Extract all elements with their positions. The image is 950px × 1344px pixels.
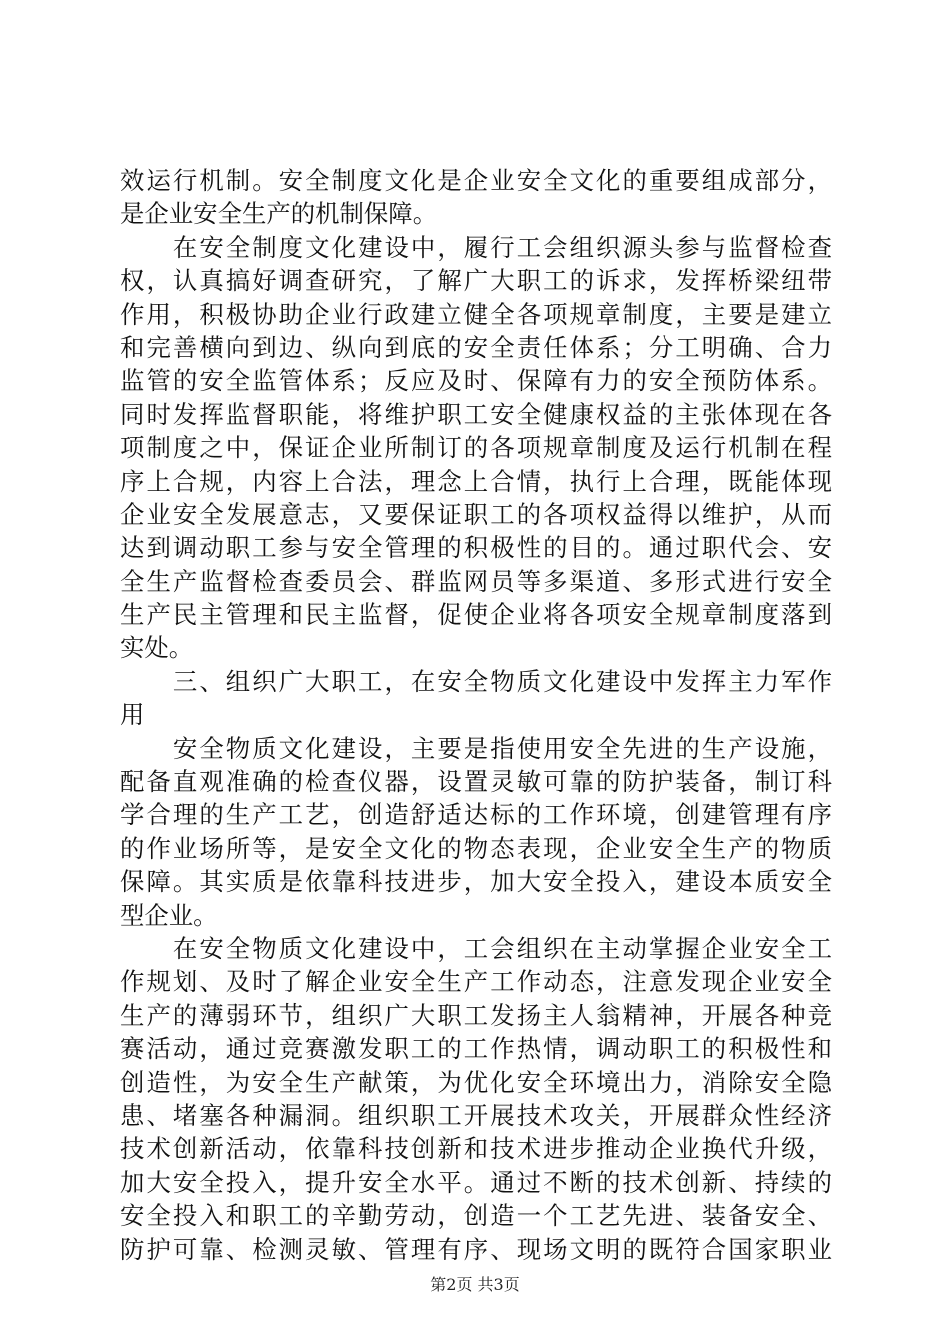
text-line: 赛活动，通过竞赛激发职工的工作热情，调动职工的积极性和 <box>120 1034 832 1064</box>
text-line: 学合理的生产工艺，创造舒适达标的工作环境，创建管理有序 <box>120 800 832 830</box>
text-line: 防护可靠、检测灵敏、管理有序、现场文明的既符合国家职业 <box>120 1234 832 1264</box>
text-line: 创造性，为安全生产献策，为优化安全环境出力，消除安全隐 <box>120 1067 832 1097</box>
text-line: 企业安全发展意志，又要保证职工的各项权益得以维护，从而 <box>120 499 832 529</box>
text-line: 达到调动职工参与安全管理的积极性的目的。通过职代会、安 <box>120 533 832 563</box>
text-line: 加大安全投入，提升安全水平。通过不断的技术创新、持续的 <box>120 1167 832 1197</box>
text-line: 的作业场所等，是安全文化的物态表现，企业安全生产的物质 <box>120 833 832 863</box>
text-line: 全生产监督检查委员会、群监网员等多渠道、多形式进行安全 <box>120 566 832 596</box>
document-body <box>120 164 832 1266</box>
text-line: 是企业安全生产的机制保障。 <box>120 199 438 229</box>
text-line: 实处。 <box>120 633 194 663</box>
text-line: 权，认真搞好调查研究，了解广大职工的诉求，发挥桥梁纽带 <box>120 266 832 296</box>
text-line: 效运行机制。安全制度文化是企业安全文化的重要组成部分， <box>120 166 832 195</box>
text-line: 序上合规，内容上合法，理念上合情，执行上合理，既能体现 <box>120 466 832 496</box>
text-line: 安全投入和职工的辛勤劳动，创造一个工艺先进、装备安全、 <box>120 1201 832 1231</box>
text-line: 作规划、及时了解企业安全生产工作动态，注意发现企业安全 <box>120 967 832 997</box>
text-line: 配备直观准确的检查仪器，设置灵敏可靠的防护装备，制订科 <box>120 767 832 797</box>
text-line: 型企业。 <box>120 900 218 930</box>
text-line: 项制度之中，保证企业所制订的各项规章制度及运行机制在程 <box>120 433 832 463</box>
text-line: 生产的薄弱环节，组织广大职工发扬主人翁精神，开展各种竞 <box>120 1000 832 1030</box>
text-line: 保障。其实质是依靠科技进步，加大安全投入，建设本质安全 <box>120 867 832 897</box>
text-line: 技术创新活动，依靠科技创新和技术进步推动企业换代升级， <box>120 1134 832 1164</box>
text-line: 同时发挥监督职能，将维护职工安全健康权益的主张体现在各 <box>120 399 832 429</box>
text-line: 和完善横向到边、纵向到底的安全责任体系；分工明确、合力 <box>120 332 832 362</box>
text-line: 三、组织广大职工，在安全物质文化建设中发挥主力军作 <box>120 666 832 696</box>
text-line: 在安全物质文化建设中，工会组织在主动掌握企业安全工 <box>120 933 832 963</box>
text-line: 用 <box>120 700 145 730</box>
page-footer: 第2页 共3页 <box>430 1275 520 1294</box>
text-line: 安全物质文化建设，主要是指使用安全先进的生产设施， <box>120 733 832 763</box>
text-line: 在安全制度文化建设中，履行工会组织源头参与监督检查 <box>120 232 832 262</box>
text-line: 生产民主管理和民主监督，促使企业将各项安全规章制度落到 <box>120 600 832 630</box>
text-line: 监管的安全监管体系；反应及时、保障有力的安全预防体系。 <box>120 366 832 396</box>
text-line: 作用，积极协助企业行政建立健全各项规章制度，主要是建立 <box>120 299 832 329</box>
text-line: 患、堵塞各种漏洞。组织职工开展技术攻关，开展群众性经济 <box>120 1100 832 1130</box>
